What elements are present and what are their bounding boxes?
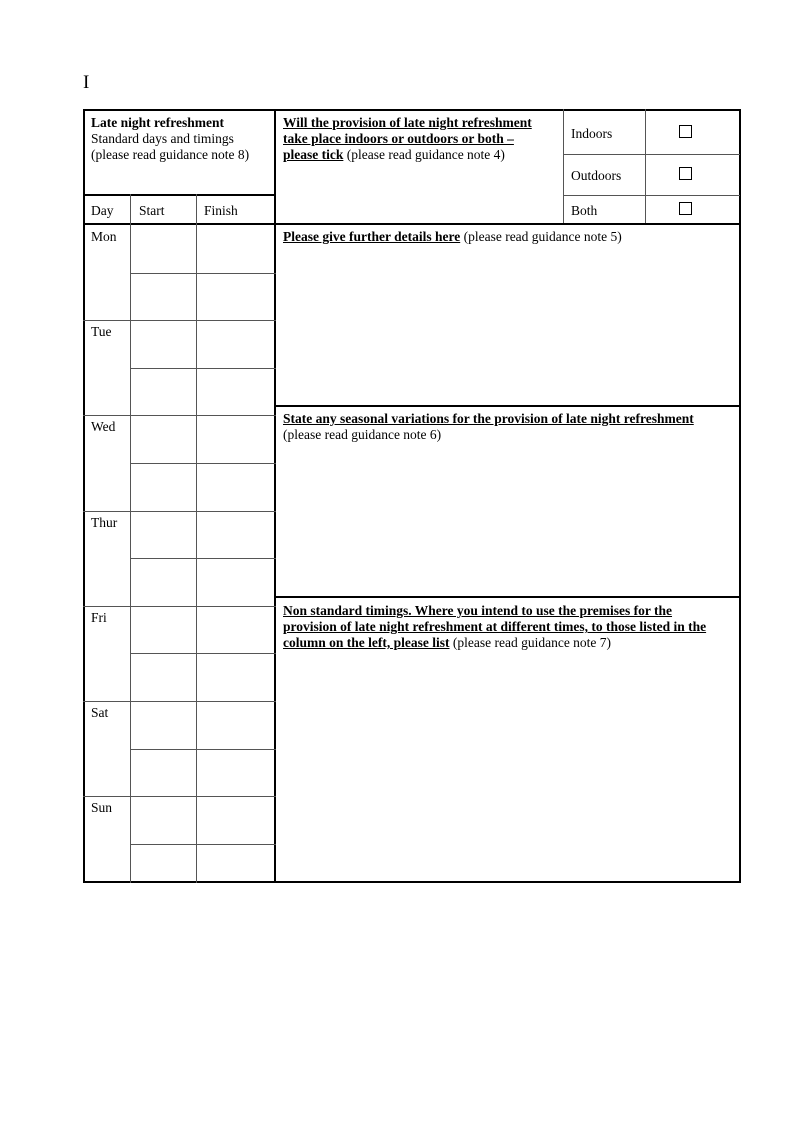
sat-finish-1-field[interactable] (197, 702, 274, 748)
option-indoors-label: Indoors (571, 126, 613, 141)
option-both-checkbox[interactable] (679, 202, 692, 215)
column-header-divider (83, 223, 276, 225)
mon-finish-1-field[interactable] (197, 226, 274, 272)
tue-finish-2-field[interactable] (197, 369, 274, 415)
option-both-label: Both (571, 203, 598, 218)
tue-start-2-field[interactable] (131, 369, 196, 415)
section-note: (please read guidance note 8) (91, 147, 250, 162)
border-top (83, 109, 741, 111)
right-divider-top (274, 223, 741, 225)
location-question-tick: please tick (283, 147, 344, 162)
non-standard-line2: provision of late night refreshment at different times, to those listed in the (283, 619, 707, 634)
sat-start-1-field[interactable] (131, 702, 196, 748)
non-standard-line3 (283, 635, 611, 651)
fri-start-2-field[interactable] (131, 654, 196, 700)
day-label-thur: Thur (91, 515, 118, 530)
further-details-field[interactable] (276, 249, 739, 404)
seasonal-field[interactable] (276, 447, 739, 595)
sun-finish-2-field[interactable] (197, 845, 274, 891)
thur-start-2-field[interactable] (131, 559, 196, 605)
seasonal-note: (please read guidance note 6) (283, 427, 442, 442)
location-question-line2: take place indoors or outdoors or both – (283, 131, 514, 146)
day-label-sun: Sun (91, 800, 113, 815)
column-header-day: Day (91, 203, 114, 218)
section-title: Late night refreshment (91, 115, 224, 130)
wed-start-2-field[interactable] (131, 464, 196, 510)
border-right (739, 109, 741, 883)
location-question-line3 (283, 147, 505, 163)
tue-start-1-field[interactable] (131, 321, 196, 367)
option-divider-1 (563, 154, 740, 155)
section-letter: I (83, 72, 90, 93)
right-divider-seasonal (274, 405, 741, 407)
option-outdoors-checkbox[interactable] (679, 167, 692, 180)
sun-start-1-field[interactable] (131, 797, 196, 843)
further-details-heading (283, 229, 622, 245)
wed-finish-2-field[interactable] (197, 464, 274, 510)
option-divider-2 (563, 195, 740, 196)
location-question-line1: Will the provision of late night refreshment (283, 115, 532, 130)
location-question-note: (please read guidance note 4) (343, 147, 505, 162)
thur-finish-2-field[interactable] (197, 559, 274, 605)
border-left (83, 109, 85, 883)
options-divider (563, 109, 564, 225)
day-label-sat: Sat (91, 705, 109, 720)
non-standard-field[interactable] (276, 655, 739, 880)
further-details-note: (please read guidance note 5) (460, 229, 622, 244)
sat-finish-2-field[interactable] (197, 750, 274, 796)
seasonal-heading: State any seasonal variations for the provision of late night refreshment (283, 411, 694, 426)
column-header-start: Start (139, 203, 165, 218)
day-label-fri: Fri (91, 610, 107, 625)
day-label-tue: Tue (91, 324, 112, 339)
right-divider-nonstandard (274, 596, 741, 598)
thur-finish-1-field[interactable] (197, 512, 274, 558)
wed-start-1-field[interactable] (131, 416, 196, 462)
sun-start-2-field[interactable] (131, 845, 196, 891)
fri-start-1-field[interactable] (131, 607, 196, 653)
wed-finish-1-field[interactable] (197, 416, 274, 462)
day-label-mon: Mon (91, 229, 117, 244)
left-header-divider (83, 194, 276, 196)
non-standard-line1: Non standard timings. Where you intend to use the premises for the (283, 603, 673, 618)
mon-start-2-field[interactable] (131, 274, 196, 320)
day-label-wed: Wed (91, 419, 116, 434)
mon-start-1-field[interactable] (131, 226, 196, 272)
further-details-bold: Please give further details here (283, 229, 461, 244)
fri-finish-2-field[interactable] (197, 654, 274, 700)
thur-start-1-field[interactable] (131, 512, 196, 558)
non-standard-bold: column on the left, please list (283, 635, 450, 650)
option-indoors-checkbox[interactable] (679, 125, 692, 138)
sat-start-2-field[interactable] (131, 750, 196, 796)
option-outdoors-label: Outdoors (571, 168, 622, 183)
checkbox-divider (645, 109, 646, 225)
mon-finish-2-field[interactable] (197, 274, 274, 320)
late-night-refreshment-form (83, 109, 741, 883)
tue-finish-1-field[interactable] (197, 321, 274, 367)
non-standard-note: (please read guidance note 7) (449, 635, 612, 650)
section-subtitle: Standard days and timings (91, 131, 234, 146)
fri-finish-1-field[interactable] (197, 607, 274, 653)
sun-finish-1-field[interactable] (197, 797, 274, 843)
column-header-finish: Finish (204, 203, 238, 218)
